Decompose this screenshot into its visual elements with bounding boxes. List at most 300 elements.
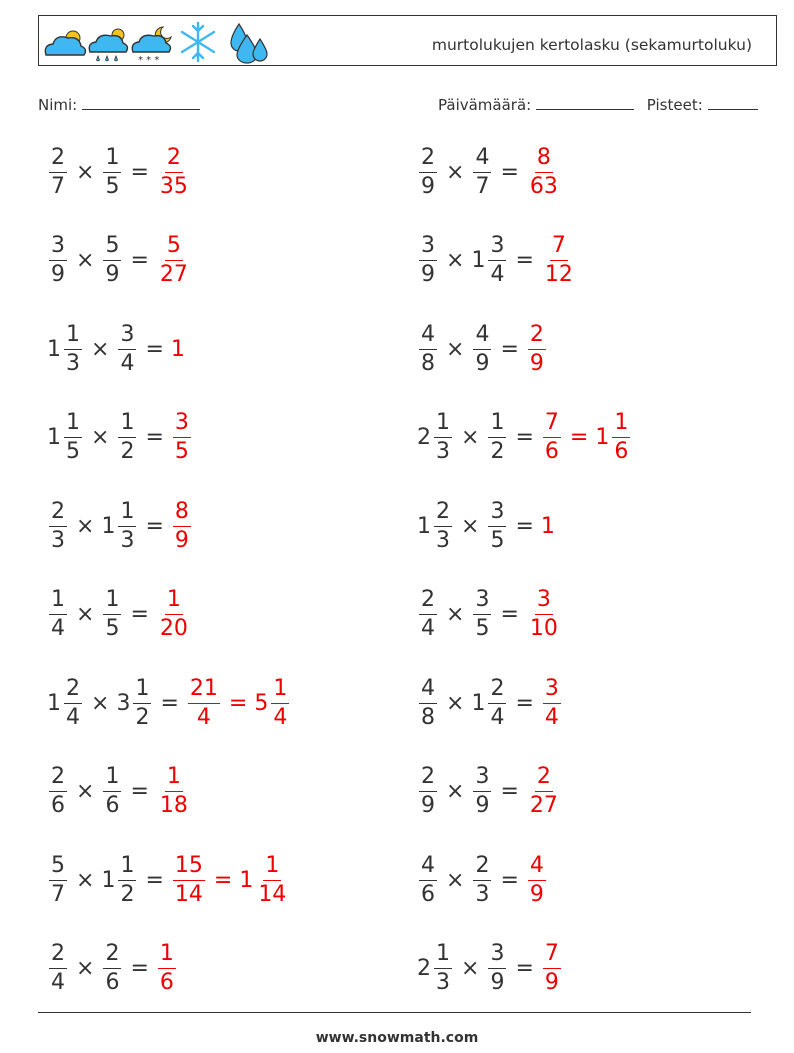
mixed-number [471,766,493,817]
problem-item [417,319,548,379]
fraction [49,589,67,640]
times-sign: × [446,867,465,893]
mixed-number [471,589,493,640]
mixed-number [417,675,439,730]
equals-sign: = [130,602,149,627]
numerator: 5 [49,855,67,881]
denominator: 4 [490,262,505,287]
fraction [612,412,630,463]
mixed-number [101,498,138,553]
problem-expression [417,850,548,910]
problem-item [417,850,548,910]
times-sign: × [91,336,110,362]
fraction [118,321,136,376]
mixed-number [541,675,563,730]
problem-item [47,231,192,291]
denominator: 5 [105,616,120,641]
mixed-number [156,144,192,199]
fraction [528,766,560,817]
fraction [434,412,452,463]
times-sign: × [446,159,465,185]
mixed-number [101,852,138,907]
mixed-number [417,235,439,286]
numerator: 2 [103,943,121,969]
denominator: 6 [614,439,629,464]
problem-item [47,585,192,645]
denominator: 9 [51,262,65,287]
equals-sign: = [515,956,534,981]
problem-expression [417,762,562,822]
whole-part: 1 [417,513,431,539]
mixed-number [471,852,493,907]
times-sign: × [91,425,110,450]
problem-item [417,762,562,822]
denominator: 9 [174,527,189,553]
numerator: 3 [118,324,136,350]
problem-expression [417,408,632,468]
problem-expression [47,496,193,556]
fraction [158,589,190,640]
fraction [158,943,176,994]
fraction [419,766,437,817]
mixed-number [47,675,84,730]
problem-item [47,850,290,910]
denominator: 4 [273,704,288,730]
problem-expression [47,408,193,468]
denominator: 3 [436,970,450,995]
fraction [64,675,82,730]
denominator: 3 [120,527,135,553]
mixed-number [417,321,439,376]
problem-expression [417,673,563,733]
numerator: 1 [64,412,82,438]
mixed-number [471,675,508,730]
fraction [158,144,190,199]
problem-item [417,142,562,202]
problem-item [47,673,291,733]
numerator: 2 [488,678,506,704]
denominator: 27 [159,262,188,287]
problem-expression [47,673,291,733]
fraction [103,943,121,994]
mixed-number [486,943,508,994]
numerator: 21 [188,678,220,704]
problem-expression [47,939,178,999]
mixed-number [526,144,562,199]
score-blank[interactable] [708,95,758,110]
mixed-number [47,498,69,553]
denominator: 5 [105,173,120,199]
problem-item [417,585,562,645]
numerator: 1 [434,412,452,438]
fraction [434,943,452,994]
times-sign: × [76,602,95,627]
denominator: 9 [421,793,435,818]
name-blank[interactable] [82,95,200,110]
denominator: 4 [490,704,505,730]
fraction [173,412,191,463]
numerator: 3 [473,766,491,792]
score-label: Pisteet: [646,96,703,114]
equals-sign: = [145,867,164,893]
problem-expression [417,142,562,202]
mixed-number [595,412,632,463]
fraction [528,852,546,907]
equals-sign: = [130,779,149,804]
mixed-number [171,337,186,362]
equals-sign: = [130,248,149,273]
numerator: 2 [419,147,437,173]
denominator: 3 [436,527,450,553]
numerator: 1 [133,678,151,704]
times-sign: × [76,779,95,804]
denominator: 9 [529,881,544,907]
problem-expression [47,231,192,291]
fraction [488,498,506,553]
denominator: 9 [421,262,435,287]
numerator: 8 [173,501,191,527]
mixed-number [526,852,548,907]
times-sign: × [446,779,465,804]
fraction [64,412,82,463]
problem-item [47,319,186,379]
numerator: 5 [103,235,121,261]
fraction [419,589,437,640]
whole-part: 1 [47,336,61,362]
fraction [473,144,491,199]
denominator: 4 [120,350,135,376]
numerator: 2 [49,501,67,527]
denominator: 4 [421,616,435,641]
fraction [473,766,491,817]
mixed-number [101,144,123,199]
fraction [528,589,560,640]
mixed-number [471,321,493,376]
numerator: 4 [419,324,437,350]
numerator: 1 [263,855,281,881]
numerator: 1 [49,589,67,615]
whole-part: 1 [540,513,555,539]
denominator: 9 [544,970,559,995]
denominator: 14 [174,881,203,907]
numerator: 1 [271,678,289,704]
numerator: 1 [103,147,121,173]
whole-part: 1 [471,248,486,273]
numerator: 2 [535,766,553,792]
denominator: 7 [475,173,490,199]
fraction [434,498,452,553]
equals-sign: = [515,513,534,539]
mixed-number [47,943,69,994]
numerator: 2 [419,589,437,615]
name-label: Nimi: [38,96,78,114]
mixed-number [526,589,562,640]
equals-sign: = [500,159,519,185]
numerator: 1 [434,943,452,969]
denominator: 20 [159,616,188,641]
denominator: 8 [421,704,435,730]
numerator: 2 [49,943,67,969]
whole-part: 5 [254,690,269,716]
denominator: 4 [196,704,211,730]
equals-sign: = [130,956,149,981]
denominator: 2 [120,439,135,464]
denominator: 2 [120,881,135,907]
equals-sign: = [145,425,164,450]
denominator: 5 [174,439,189,464]
numerator: 3 [488,501,506,527]
denominator: 7 [51,881,65,907]
denominator: 6 [421,881,435,907]
mixed-number [47,321,84,376]
fraction [488,412,506,463]
denominator: 35 [159,173,188,199]
sun-cloud-icon [45,31,85,55]
numerator: 3 [419,235,437,261]
snow-cloud-icon [132,27,171,65]
fraction [473,589,491,640]
denominator: 14 [258,881,287,907]
fraction [103,589,121,640]
whole-part: 2 [417,425,431,450]
denominator: 6 [105,970,120,995]
numerator: 3 [49,235,67,261]
fraction [103,235,121,286]
problem-item [47,496,193,556]
numerator: 2 [419,766,437,792]
denominator: 5 [490,527,505,553]
date-score-fields [438,95,758,114]
fraction [543,235,575,286]
mixed-number [417,852,439,907]
mixed-number [171,498,193,553]
denominator: 6 [544,439,559,464]
fraction [419,852,437,907]
numerator: 2 [49,766,67,792]
mixed-number [47,235,69,286]
fraction [419,144,437,199]
equals-sign: = [213,867,233,893]
equals-sign: = [145,513,164,539]
date-blank[interactable] [536,95,634,110]
worksheet-header [38,15,777,66]
problem-item [417,496,556,556]
equals-sign: = [500,336,519,362]
numerator: 7 [543,943,561,969]
mixed-number [417,144,439,199]
fraction [173,852,205,907]
times-sign: × [446,602,465,627]
rain-cloud-icon [89,29,127,61]
times-sign: × [446,336,465,362]
numerator: 2 [49,147,67,173]
equals-sign: = [145,336,164,362]
whole-part: 2 [417,956,431,981]
problem-item [47,142,192,202]
mixed-number [526,321,548,376]
mixed-number [116,412,138,463]
fraction [103,144,121,199]
mixed-number [254,675,291,730]
denominator: 3 [51,527,65,553]
denominator: 12 [544,262,573,287]
problem-item [417,939,563,999]
times-sign: × [76,248,95,273]
fraction [158,766,190,817]
denominator: 5 [475,616,490,641]
problem-item [417,408,632,468]
times-sign: × [76,159,95,185]
problem-expression [47,850,290,910]
mixed-number [541,943,563,994]
numerator: 3 [488,235,506,261]
equals-sign: = [500,602,519,627]
mixed-number [156,943,178,994]
denominator: 7 [51,173,65,199]
numerator: 5 [165,235,183,261]
fraction [118,852,136,907]
whole-part: 1 [239,867,254,893]
mixed-number [116,321,138,376]
fraction [528,321,546,376]
footer-url[interactable]: www.snowmath.com [315,1030,479,1046]
mixed-number [471,144,493,199]
denominator: 9 [105,262,120,287]
fraction [488,235,506,286]
fraction [118,498,136,553]
fraction [158,235,190,286]
times-sign: × [461,513,480,539]
equals-sign: = [515,690,534,716]
mixed-number [239,852,290,907]
mixed-number [486,498,508,553]
problem-item [47,408,193,468]
footer-divider [38,1012,751,1013]
problem-item [47,939,178,999]
denominator: 18 [159,793,188,818]
mixed-number [417,943,454,994]
numerator: 1 [103,589,121,615]
numerator: 2 [528,324,546,350]
mixed-number [101,235,123,286]
denominator: 4 [51,616,65,641]
mixed-number [541,412,563,463]
water-drops-icon [231,24,267,63]
whole-part: 1 [47,690,61,716]
whole-part: 3 [116,690,131,716]
numerator: 1 [118,501,136,527]
numerator: 3 [173,412,191,438]
equals-sign: = [569,425,589,450]
weather-icons [41,19,271,65]
numerator: 15 [173,855,205,881]
name-field [38,95,200,114]
problem-expression [417,585,562,645]
denominator: 6 [159,970,174,995]
problem-expression [417,496,556,556]
numerator: 7 [550,235,568,261]
denominator: 10 [529,616,558,641]
fraction [133,675,151,730]
equals-sign: = [500,867,519,893]
denominator: 5 [66,439,80,464]
mixed-number [417,589,439,640]
mixed-number [47,766,69,817]
mixed-number [526,766,562,817]
mixed-number [156,589,192,640]
fraction [543,412,561,463]
problem-expression [417,939,563,999]
whole-part: 1 [47,425,61,450]
fraction [49,943,67,994]
denominator: 4 [544,704,559,730]
fraction [419,321,437,376]
fraction [473,321,491,376]
denominator: 9 [490,970,505,995]
problem-expression [417,231,577,291]
fraction [49,766,67,817]
denominator: 63 [529,173,558,199]
mixed-number [156,766,192,817]
mixed-number [101,943,123,994]
denominator: 6 [105,793,120,818]
equals-sign: = [515,425,534,450]
times-sign: × [76,956,95,981]
times-sign: × [461,425,480,450]
denominator: 4 [66,704,80,730]
numerator: 4 [528,855,546,881]
times-sign: × [446,690,465,716]
problem-item [417,673,563,733]
fraction [488,943,506,994]
denominator: 9 [529,350,544,376]
mixed-number [171,412,193,463]
fraction [543,675,561,730]
denominator: 2 [490,439,505,464]
fraction [64,321,82,376]
problem-expression [417,319,548,379]
equals-sign: = [130,159,149,185]
numerator: 2 [434,501,452,527]
denominator: 4 [51,970,65,995]
date-label: Päivämäärä: [438,96,532,114]
whole-part: 1 [170,336,185,362]
numerator: 4 [473,324,491,350]
mixed-number [171,852,207,907]
denominator: 9 [475,793,490,818]
whole-part: 1 [101,513,116,539]
problem-item [47,762,192,822]
denominator: 3 [475,881,490,907]
numerator: 2 [64,678,82,704]
mixed-number [101,589,123,640]
snowflake-icon [182,23,214,61]
numerator: 1 [64,324,82,350]
denominator: 3 [66,350,80,376]
times-sign: × [76,513,95,539]
svg-text:* * *: * * * [138,55,160,65]
problem-expression [47,319,186,379]
equals-sign: = [500,779,519,804]
numerator: 1 [165,766,183,792]
numerator: 4 [419,855,437,881]
denominator: 6 [51,793,65,818]
numerator: 1 [118,855,136,881]
fraction [49,144,67,199]
problem-expression [47,585,192,645]
problem-item [417,231,577,291]
mixed-number [417,498,454,553]
